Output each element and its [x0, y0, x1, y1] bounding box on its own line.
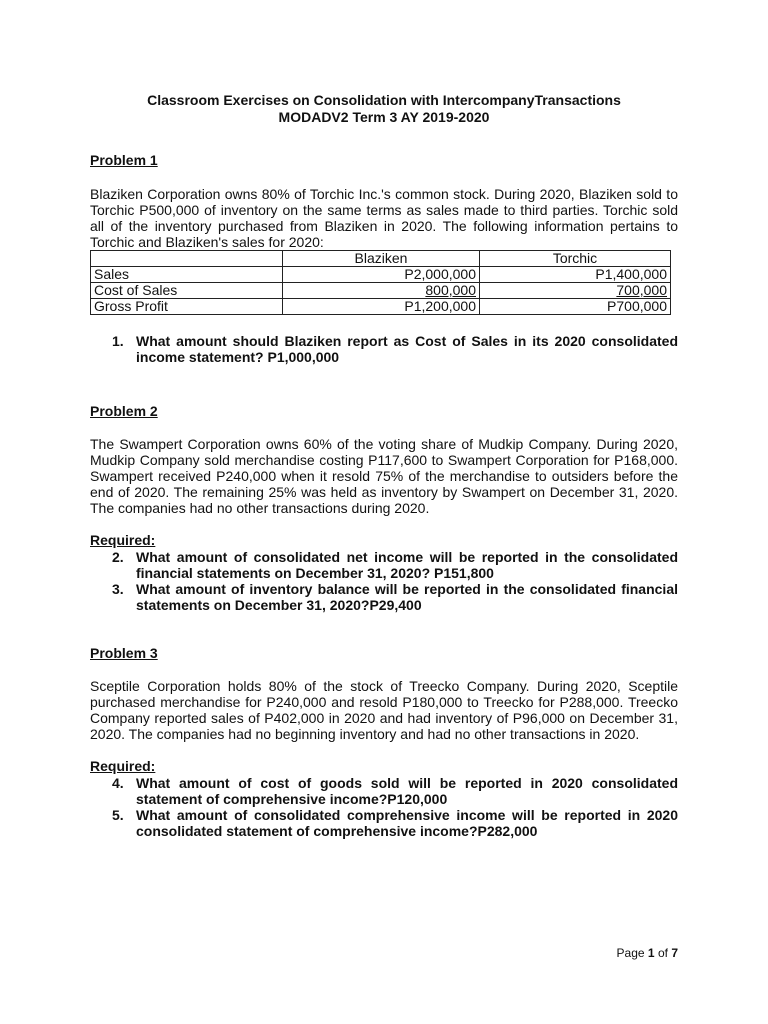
problem2-required: Required:	[90, 532, 156, 548]
table-cell: 700,000	[616, 282, 667, 298]
page-label: Page	[616, 946, 645, 960]
question-item: 4. What amount of cost of goods sold will be reported in 2020 consolidated statement of comprehensive income?P120,000	[112, 775, 678, 807]
document-title: Classroom Exercises on Consolidation with IntercompanyTransactions	[147, 92, 621, 108]
question-item: 2. What amount of consolidated net income will be reported in the consolidated financial statements on December 31, 2020? P151,800	[112, 549, 678, 581]
table-cell: P1,200,000	[283, 299, 480, 315]
table-cell: 800,000	[425, 282, 476, 298]
table-row	[91, 299, 671, 315]
problem2-text: The Swampert Corporation owns 60% of the voting share of Mudkip Company. During 2020, Mudkip Company sold merchandise costing P117,600 to Swampert Corporation for P168,000. Swampert received P240,000 when it resold 75% of the merchandise to outsiders before the end of 2020. The remaining 25% was held as inventory by Swampert on December 31, 2020. The companies had no other transactions during 2020.	[90, 436, 678, 516]
problem1-heading: Problem 1	[90, 152, 158, 168]
table-cell: P2,000,000	[283, 267, 480, 283]
page-current: 1	[647, 946, 655, 960]
problem3-questions	[90, 775, 678, 839]
table-header-cell	[91, 251, 283, 267]
table-cell: Cost of Sales	[91, 283, 283, 299]
table-row	[91, 267, 671, 283]
question-item: 5. What amount of consolidated comprehensive income will be reported in 2020 consolidated statement of comprehensive income?P282,000	[112, 807, 678, 839]
problem3-text: Sceptile Corporation holds 80% of the stock of Treecko Company. During 2020, Sceptile purchased merchandise for P240,000 and resold P180,000 to Treecko for P288,000. Treecko Company reported sales of P402,000 in 2020 and had inventory of P96,000 on December 31, 2020. The companies had no beginning inventory and had no other transactions in 2020.	[90, 678, 678, 742]
table-cell: P1,400,000	[480, 267, 671, 283]
table-cell: P700,000	[480, 299, 671, 315]
problem2-questions	[90, 549, 678, 613]
table-header-row	[91, 251, 671, 267]
table-cell: Sales	[91, 267, 283, 283]
page-total: 7	[671, 946, 678, 960]
table-header-cell: Torchic	[480, 251, 671, 267]
table-header-cell: Blaziken	[283, 251, 480, 267]
problem2-heading: Problem 2	[90, 403, 158, 419]
sales-table	[90, 250, 671, 315]
document-subtitle: MODADV2 Term 3 AY 2019-2020	[278, 109, 490, 125]
table-cell: Gross Profit	[91, 299, 283, 315]
page-of: of	[657, 946, 668, 960]
problem1-questions	[90, 333, 678, 365]
table-row	[91, 283, 671, 299]
question-item: 1. What amount should Blaziken report as Cost of Sales in its 2020 consolidated income statement? P1,000,000	[112, 333, 678, 365]
problem3-heading: Problem 3	[90, 645, 158, 661]
question-item: 3. What amount of inventory balance will be reported in the consolidated financial statements on December 31, 2020?P29,400	[112, 581, 678, 613]
document-page	[90, 92, 678, 839]
problem3-required: Required:	[90, 758, 156, 774]
page-number	[617, 946, 678, 960]
problem1-text: Blaziken Corporation owns 80% of Torchic Inc.'s common stock. During 2020, Blaziken sold to Torchic P500,000 of inventory on the same terms as sales made to third parties. Torchic sold all of the inventory purchased from Blaziken in 2020. The following information pertains to Torchic and Blaziken's sales for 2020:	[90, 186, 678, 250]
